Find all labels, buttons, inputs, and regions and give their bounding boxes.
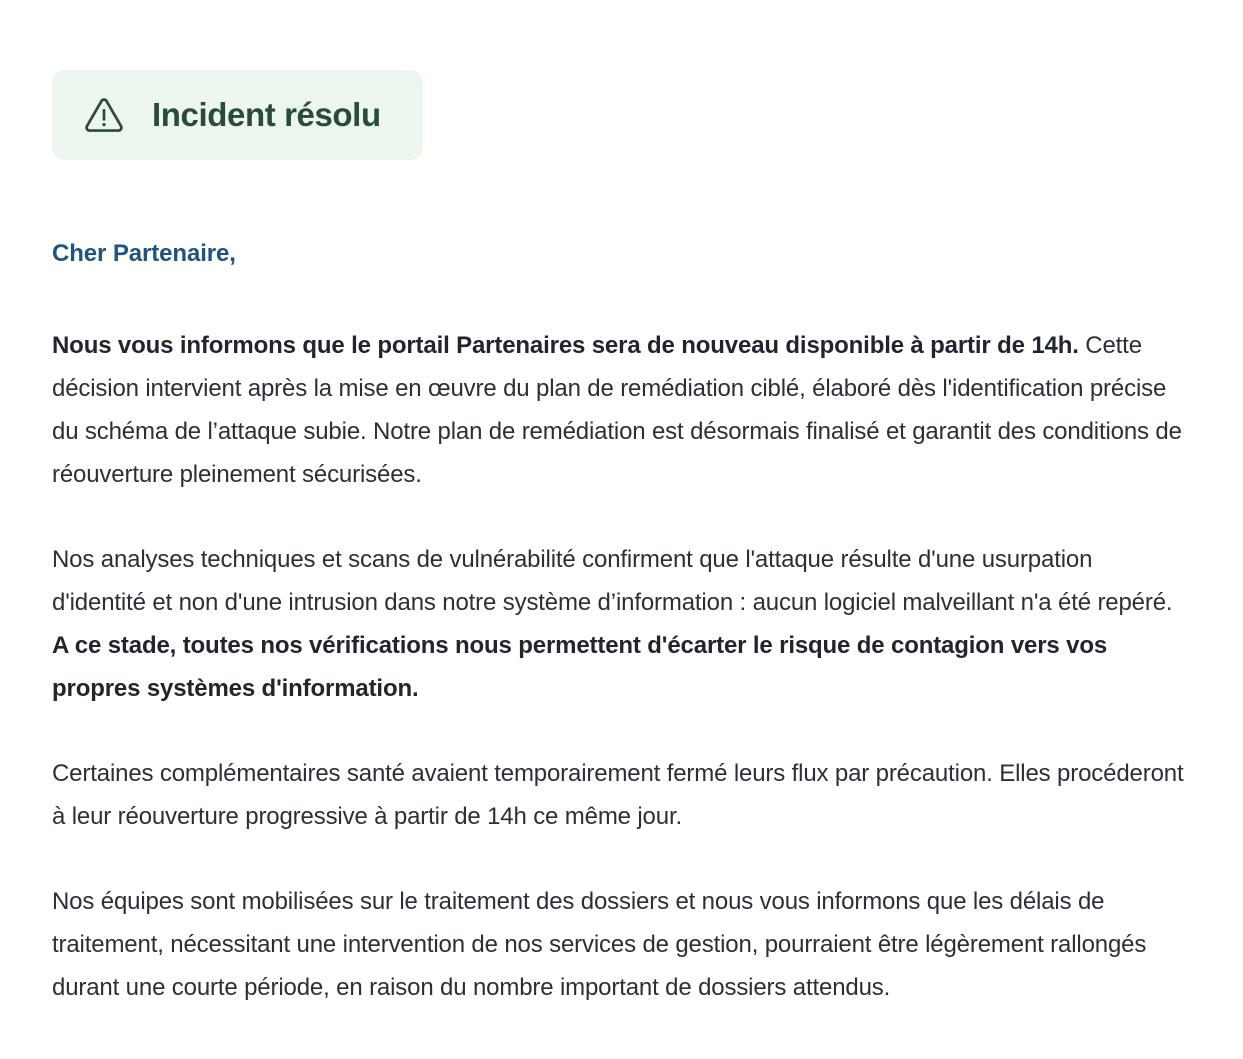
paragraph-reopening [52, 324, 1191, 496]
body-text: Nos analyses techniques et scans de vulnérabilité confirment que l'attaque résulte d'une usurpation d'identité et non d'une intrusion dans notre système d’information : aucun logiciel malveillant n'a été repéré. [52, 546, 1173, 617]
letter-greeting: Cher Partenaire, [52, 240, 236, 267]
body-text: Certaines complémentaires santé avaient temporairement fermé leurs flux par précaution. Elles procéderont à leur réouverture progressive à partir de 14h ce même jour. [52, 760, 1184, 831]
paragraph-analysis [52, 538, 1191, 710]
body-text: Cette décision intervient après la mise en œuvre du plan de remédiation ciblé, élaboré dès l'identification précise du schéma de l’attaque subie. Notre plan de remédiation est désormais finalisé et garantit des conditions de réouverture pleinement sécurisées. [52, 332, 1182, 489]
warning-triangle-icon [82, 93, 126, 137]
letter-body [52, 238, 1191, 1009]
status-banner-title: Incident résolu [152, 95, 381, 133]
paragraph-health-partners [52, 752, 1191, 838]
body-text: Nos équipes sont mobilisées sur le traitement des dossiers et nous vous informons que les délais de traitement, nécessitant une intervention de nos services de gestion, pourraient être légèrement rallongés durant une courte période, en raison du nombre important de dossiers attendus. [52, 888, 1147, 1002]
paragraph-processing-delays [52, 880, 1191, 1009]
emphasized-text: Nous vous informons que le portail Partenaires sera de nouveau disponible à partir de 14h. [52, 332, 1079, 360]
status-banner [52, 70, 423, 160]
emphasized-text: A ce stade, toutes nos vérifications nous permettent d'écarter le risque de contagion vers vos propres systèmes d'information. [52, 632, 1108, 703]
letter-paragraphs [52, 324, 1191, 1009]
